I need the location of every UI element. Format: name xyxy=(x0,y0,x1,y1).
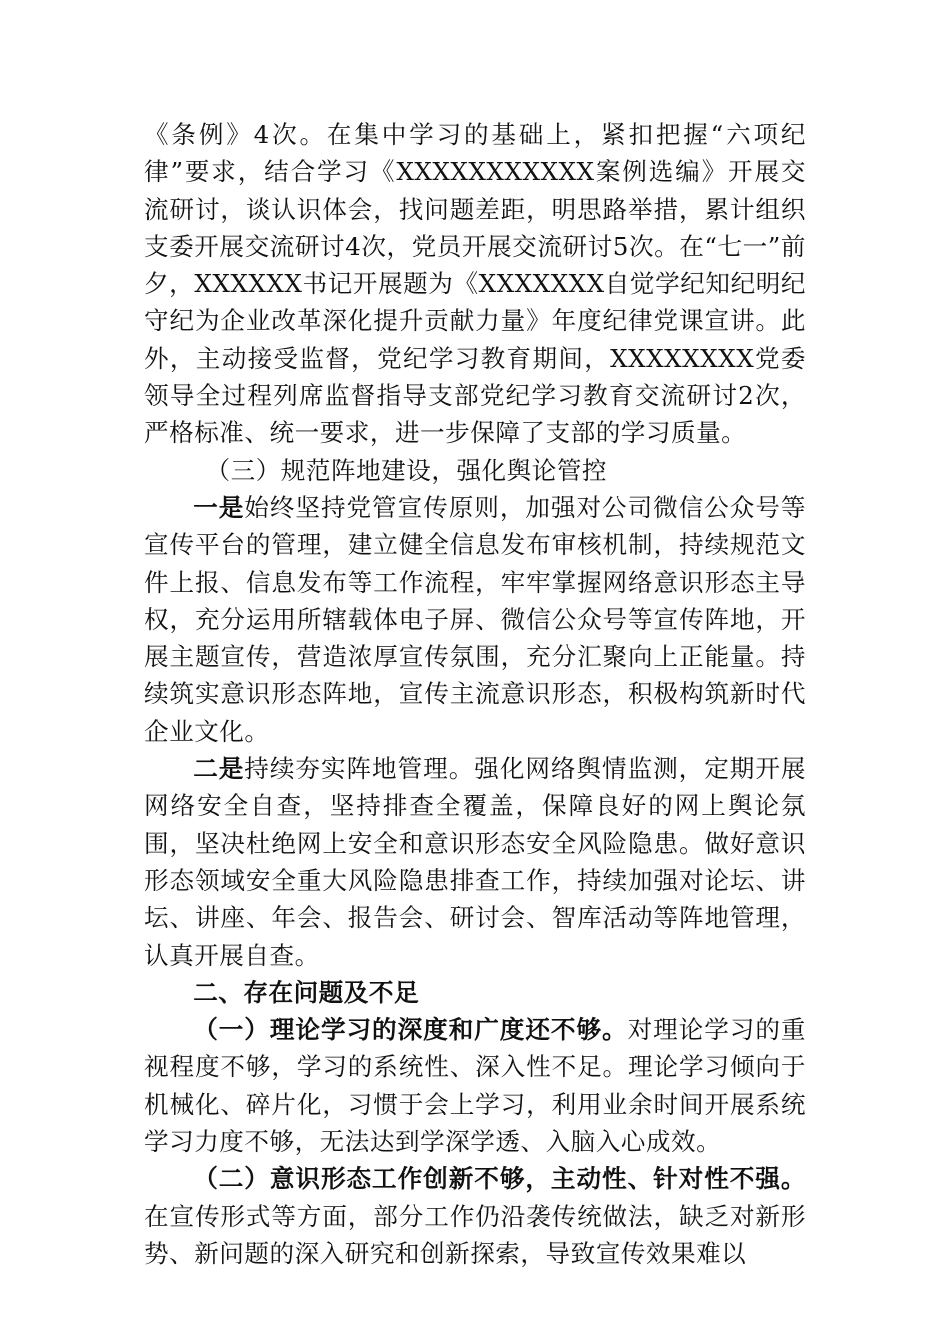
paragraph-problem-two xyxy=(144,1160,806,1272)
document-body xyxy=(144,116,806,1272)
body-text-problem-two: 在宣传形式等方面，部分工作仍沿袭传统做法，缺乏对新形势、新问题的深入研究和创新探索，导致宣传效果难以 xyxy=(144,1201,806,1268)
paragraph-problem-one xyxy=(144,1011,806,1160)
lead-text-second: 二是 xyxy=(193,754,245,784)
lead-text-problem-two: （二）意识形态工作创新不够，主动性、针对性不强。 xyxy=(193,1164,806,1194)
body-text-problem-one: 对理论学习的重视程度不够，学习的系统性、深入性不足。理论学习倾向于机械化、碎片化，习惯于会上学习，利用业余时间开展系统学习力度不够，无法达到学深学透、入脑入心成效。 xyxy=(144,1015,806,1157)
body-text-second: 持续夯实阵地管理。强化网络舆情监测，定期开展网络安全自查，坚持排查全覆盖，保障良好的网上舆论氛围，坚决杜绝网上安全和意识形态安全风险隐患。做好意识形态领域安全重大风险隐患排查工作，持续加强对论坛、讲坛、讲座、年会、报告会、研讨会、智库活动等阵地管理，认真开展自查。 xyxy=(144,754,806,970)
section-heading-position-building: （三）规范阵地建设，强化舆论管控 xyxy=(205,455,608,485)
paragraph-second-point xyxy=(144,750,806,974)
section-heading-problems: 二、存在问题及不足 xyxy=(193,977,420,1007)
lead-text-first: 一是 xyxy=(193,492,245,522)
paragraph-first-point xyxy=(144,489,806,750)
body-text-first: 始终坚持党管宣传原则，加强对公司微信公众号等宣传平台的管理，建立健全信息发布审核机制，持续规范文件上报、信息发布等工作流程，牢牢掌握网络意识形态主导权，充分运用所辖载体电子屏、微信公众号等宣传阵地，开展主题宣传，营造浓厚宣传氛围，充分汇聚向上正能量。持续筑实意识形态阵地，宣传主流意识形态，积极构筑新时代企业文化。 xyxy=(144,492,806,746)
lead-text-problem-one: （一）理论学习的深度和广度还不够。 xyxy=(193,1015,628,1045)
paragraph-study-summary: 《条例》4次。在集中学习的基础上，紧扣把握“六项纪律”要求，结合学习《XXXXXXXXXXX案例选编》开展交流研讨，谈认识体会，找问题差距，明思路举措，累计组织支委开展交流研讨4次，党员开展交流研讨5次。在“七一”前夕，XXXXXX书记开展题为《XXXXXXX自觉学纪知纪明纪守纪为企业改革深化提升贡献力量》年度纪律党课宣讲。此外，主动接受监督，党纪学习教育期间，XXXXXXXX党委领导全过程列席监督指导支部党纪学习教育交流研讨2次，严格标准、统一要求，进一步保障了支部的学习质量。 xyxy=(144,120,806,448)
